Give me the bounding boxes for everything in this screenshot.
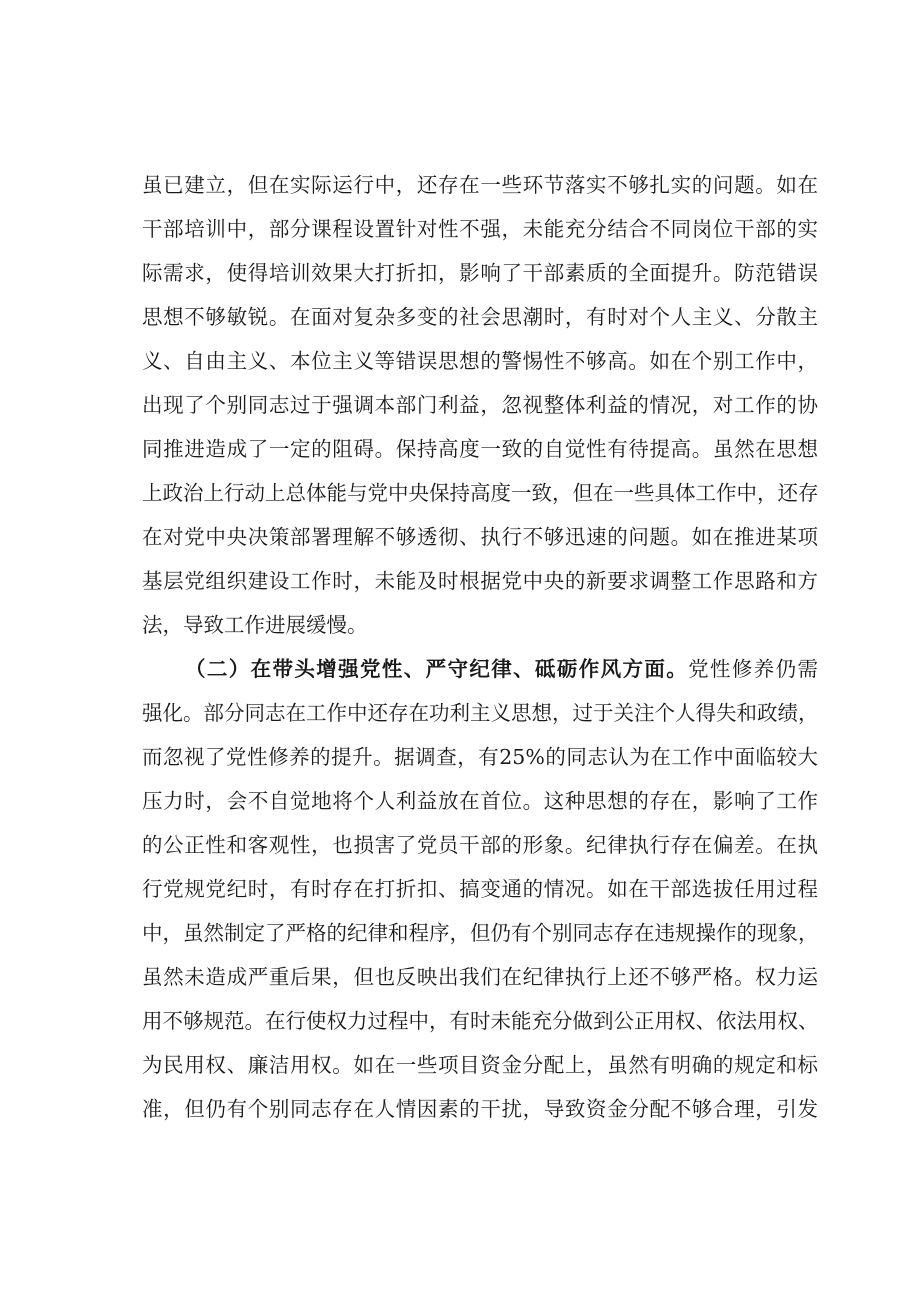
- text-line: 而忽视了党性修养的提升。据调查，有25%的同志认为在工作中面临较大: [142, 745, 818, 769]
- text-line: 上政治上行动上总体能与党中央保持高度一致，但在一些具体工作中，还存: [142, 481, 818, 505]
- text-line: 的公正性和客观性，也损害了党员干部的形象。纪律执行存在偏差。在执: [142, 833, 818, 857]
- text-line: 思想不够敏锐。在面对复杂多变的社会思潮时，有时对个人主义、分散主: [142, 305, 818, 329]
- text-line: 压力时，会不自觉地将个人利益放在首位。这种思想的存在，影响了工作: [142, 789, 818, 813]
- text-line: 虽然未造成严重后果，但也反映出我们在纪律执行上还不够严格。权力运: [142, 965, 818, 989]
- section-heading-line: [185, 649, 818, 689]
- text-line: 用不够规范。在行使权力过程中，有时未能充分做到公正用权、依法用权、: [142, 1009, 818, 1033]
- text-line: 行党规党纪时，有时存在打折扣、搞变通的情况。如在干部选拔任用过程: [142, 877, 818, 901]
- text-line: 准，但仍有个别同志存在人情因素的干扰，导致资金分配不够合理，引发: [142, 1097, 818, 1121]
- text-line: 际需求，使得培训效果大打折扣，影响了干部素质的全面提升。防范错误: [142, 261, 818, 285]
- section-heading-rest: 党性修养仍需: [688, 657, 818, 681]
- text-line: 法，导致工作进展缓慢。: [142, 613, 368, 637]
- text-line: 为民用权、廉洁用权。如在一些项目资金分配上，虽然有明确的规定和标: [142, 1053, 818, 1077]
- text-line: 在对党中央决策部署理解不够透彻、执行不够迅速的问题。如在推进某项: [142, 525, 818, 549]
- text-line: 出现了个别同志过于强调本部门利益，忽视整体利益的情况，对工作的协: [142, 393, 818, 417]
- text-line: 虽已建立，但在实际运行中，还存在一些环节落实不够扎实的问题。如在: [142, 173, 818, 197]
- text-line: 干部培训中，部分课程设置针对性不强，未能充分结合不同岗位干部的实: [142, 217, 818, 241]
- text-line: 基层党组织建设工作时，未能及时根据党中央的新要求调整工作思路和方: [142, 569, 818, 593]
- section-heading: （二）在带头增强党性、严守纪律、砥砺作风方面。: [185, 657, 689, 681]
- text-line: 强化。部分同志在工作中还存在功利主义思想，过于关注个人得失和政绩，: [142, 701, 818, 725]
- text-line: 中，虽然制定了严格的纪律和程序，但仍有个别同志存在违规操作的现象，: [142, 921, 818, 945]
- text-line: 同推进造成了一定的阻碍。保持高度一致的自觉性有待提高。虽然在思想: [142, 437, 818, 461]
- text-line: 义、自由主义、本位主义等错误思想的警惕性不够高。如在个别工作中，: [142, 349, 818, 373]
